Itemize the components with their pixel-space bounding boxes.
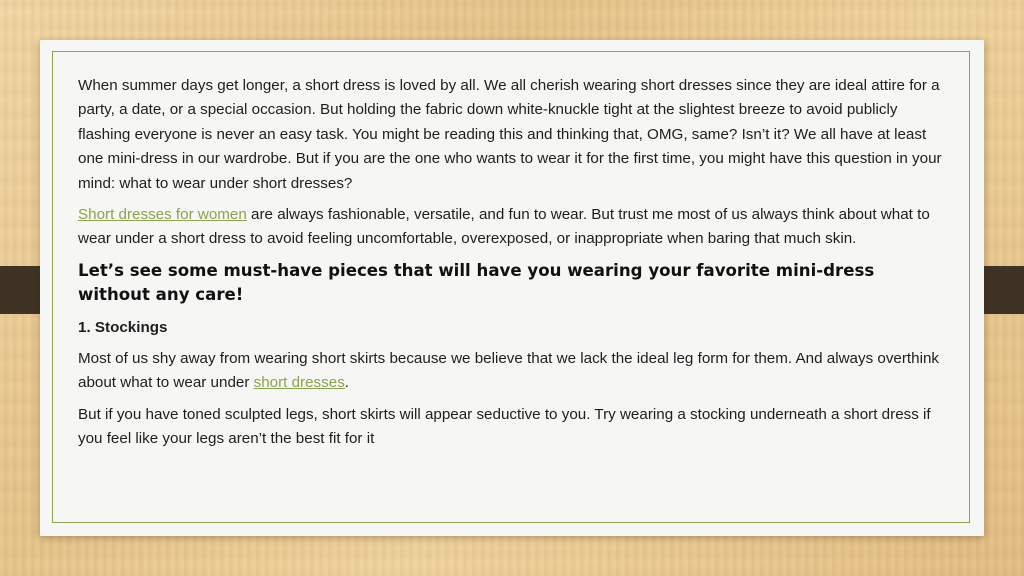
short-dresses-link[interactable]: short dresses (253, 374, 345, 392)
sculpted-legs-paragraph: But if you have toned sculpted legs, short skirts will appear seductive to you. Try wearing a stocking underneath a short dress if you feel like your legs aren’t the best fit for it (78, 405, 931, 448)
short-dresses-for-women-link[interactable]: Short dresses for women (78, 206, 247, 224)
slide-card (40, 40, 984, 536)
stockings-paragraph (78, 347, 950, 396)
stockings-paragraph-end: . (344, 374, 350, 392)
slide-content (78, 74, 950, 458)
stockings-paragraph-text: Most of us shy away from wearing short skirts because we believe that we lack the ideal leg form for them. And always overthink about what to wear under (78, 349, 940, 392)
short-dresses-paragraph-text: are always fashionable, versatile, and fun to wear. But trust me most of us always think about what to wear under a short dress to avoid feeling uncomfortable, overexposed, or inappropriate when baring that much skin. (78, 206, 930, 248)
must-have-headline: Let’s see some must-have pieces that will have you wearing your favorite mini-dress without any care! (78, 260, 875, 304)
intro-paragraph: When summer days get longer, a short dress is loved by all. We all cherish wearing short dresses since they are ideal attire for a party, a date, or a special occasion. But holding the fabric down white-knuckle tight at the slightest breeze to avoid publicly flashing everyone is never an easy task. You might be reading this and thinking that, OMG, same? Isn’t it? We all have at least one mini-dress in our wardrobe. But if you are the one who wants to wear it for the first time, you might have this question in your mind: what to wear under short dresses? (78, 77, 942, 192)
short-dresses-paragraph (78, 203, 950, 252)
stockings-subheading: 1. Stockings (78, 318, 168, 336)
